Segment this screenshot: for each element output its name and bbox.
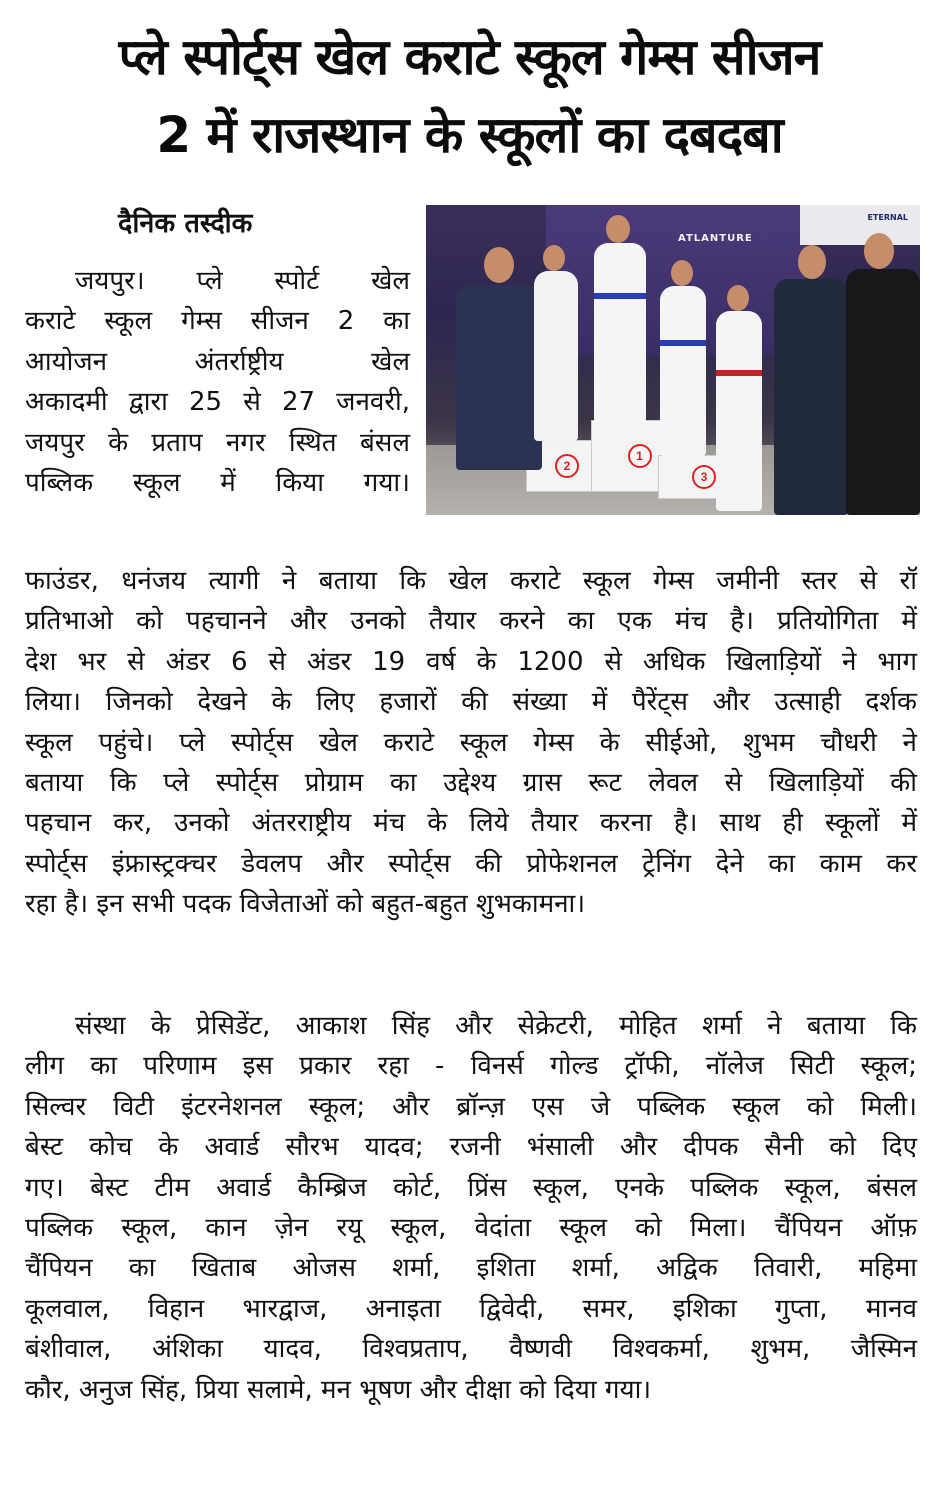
p2-line-9: बंशीवाल, अंशिका यादव, विश्वप्रताप, वैष्णवी विश्वकर्मा, शुभम, जैस्मिन [25, 1334, 917, 1365]
athlete-2-head [543, 245, 565, 271]
blue-belt-2 [660, 340, 706, 346]
sponsor-text: ETERNAL [867, 213, 908, 222]
p1-line-9: रहा है। इन सभी पदक विजेताओं को बहुत-बहुत शुभकामना। [25, 889, 586, 920]
coach-left-head [484, 247, 514, 283]
intro-line-6: पब्लिक स्कूल में किया गया। [25, 468, 410, 499]
p1-line-3: देश भर से अंडर 6 से अंडर 19 वर्ष के 1200 से अधिक खिलाड़ियों ने भाग [25, 646, 917, 677]
athlete-3a [660, 286, 706, 456]
article-paragraph-2 [25, 1006, 917, 1410]
official [774, 279, 848, 515]
p1-line-8: स्पोर्ट्स इंफ्रास्ट्रक्चर डेवलप और स्पोर्ट्स की प्रोफेशनल ट्रेनिंग देने का काम कर [25, 848, 917, 879]
headline-line-1: प्ले स्पोर्ट्स खेल कराटे स्कूल गेम्स सीजन [118, 28, 821, 86]
guest [846, 269, 920, 515]
athlete-1-head [606, 215, 630, 243]
article-intro-column [25, 261, 410, 503]
p1-line-4: लिया। जिनको देखने के लिए हजारों की संख्या में पैरेंट्स और उत्साही दर्शक [25, 687, 917, 718]
sponsor-board [800, 205, 920, 245]
guest-head [864, 233, 894, 269]
p1-line-6: बताया कि प्ले स्पोर्ट्स प्रोग्राम का उद्देश्य ग्रास रूट लेवल से खिलाड़ियों की [25, 768, 917, 799]
p1-line-5: स्कूल पहुंचे। प्ले स्पोर्ट्स खेल कराटे स्कूल गेम्स के सीईओ, शुभम चौधरी ने [25, 727, 917, 758]
p2-line-10: कौर, अनुज सिंह, प्रिया सलामे, मन भूषण और दीक्षा को दिया गया। [25, 1374, 652, 1405]
p2-line-5: गए। बेस्ट टीम अवार्ड कैम्ब्रिज कोर्ट, प्रिंस स्कूल, एनके पब्लिक स्कूल, बंसल [25, 1172, 917, 1203]
banner-brand-text: ATLANTURE [678, 233, 753, 244]
karate-podium-photo [426, 205, 920, 515]
intro-line-5: जयपुर के प्रताप नगर स्थित बंसल [25, 427, 410, 458]
athlete-3b [716, 311, 762, 511]
headline [10, 18, 929, 174]
intro-line-3: आयोजन अंतर्राष्ट्रीय खेल [25, 346, 410, 377]
p1-line-1: फाउंडर, धनंजय त्यागी ने बताया कि खेल कराटे स्कूल गेम्स जमीनी स्तर से रॉ [25, 566, 917, 596]
podium-number-2: 2 [555, 454, 579, 478]
headline-line-2: 2 में राजस्थान के स्कूलों का दबदबा [156, 106, 783, 164]
coach-left [456, 285, 542, 470]
article-paragraph-1 [25, 561, 917, 925]
intro-line-2: कराटे स्कूल गेम्स सीजन 2 का [25, 306, 410, 337]
p2-line-3: सिल्वर विटी इंटरनेशनल स्कूल; और ब्रॉन्ज़ एस जे पब्लिक स्कूल को मिली। [25, 1091, 917, 1122]
athlete-3b-head [727, 285, 749, 311]
p2-line-7: चैंपियन का खिताब ओजस शर्मा, इशिता शर्मा, अद्विक तिवारी, महिमा [25, 1253, 917, 1284]
p2-line-1: संस्था के प्रेसिडेंट, आकाश सिंह और सेक्रेटरी, मोहित शर्मा ने बताया कि [75, 1011, 917, 1041]
byline: दैनिक तस्दीक [118, 208, 253, 239]
p2-line-2: लीग का परिणाम इस प्रकार रहा - विनर्स गोल्ड ट्रॉफी, नॉलेज सिटी स्कूल; [25, 1051, 917, 1082]
official-head [798, 245, 826, 279]
podium-number-1: 1 [628, 444, 652, 468]
blue-belt [594, 293, 646, 299]
p2-line-6: पब्लिक स्कूल, कान ज़ेन रयू स्कूल, वेदांता स्कूल को मिला। चैंपियन ऑफ़ [25, 1213, 917, 1244]
red-belt [716, 370, 762, 376]
intro-line-1: जयपुर। प्ले स्पोर्ट खेल [75, 266, 410, 296]
p2-line-4: बेस्ट कोच के अवार्ड सौरभ यादव; रजनी भंसाली और दीपक सैनी को दिए [25, 1132, 917, 1163]
p1-line-2: प्रतिभाओ को पहचानने और उनको तैयार करने का एक मंच है। प्रतियोगिता में [25, 606, 917, 637]
p1-line-7: पहचान कर, उनको अंतरराष्ट्रीय मंच के लिये तैयार करना है। साथ ही स्कूलों में [25, 808, 917, 839]
p2-line-8: कूलवाल, विहान भारद्वाज, अनाइता द्विवेदी, समर, इशिका गुप्ता, मानव [25, 1293, 917, 1324]
athlete-1 [594, 243, 646, 423]
athlete-2 [534, 271, 578, 441]
podium-number-3: 3 [692, 465, 716, 489]
intro-line-4: अकादमी द्वारा 25 से 27 जनवरी, [25, 387, 410, 418]
athlete-3a-head [671, 260, 693, 286]
